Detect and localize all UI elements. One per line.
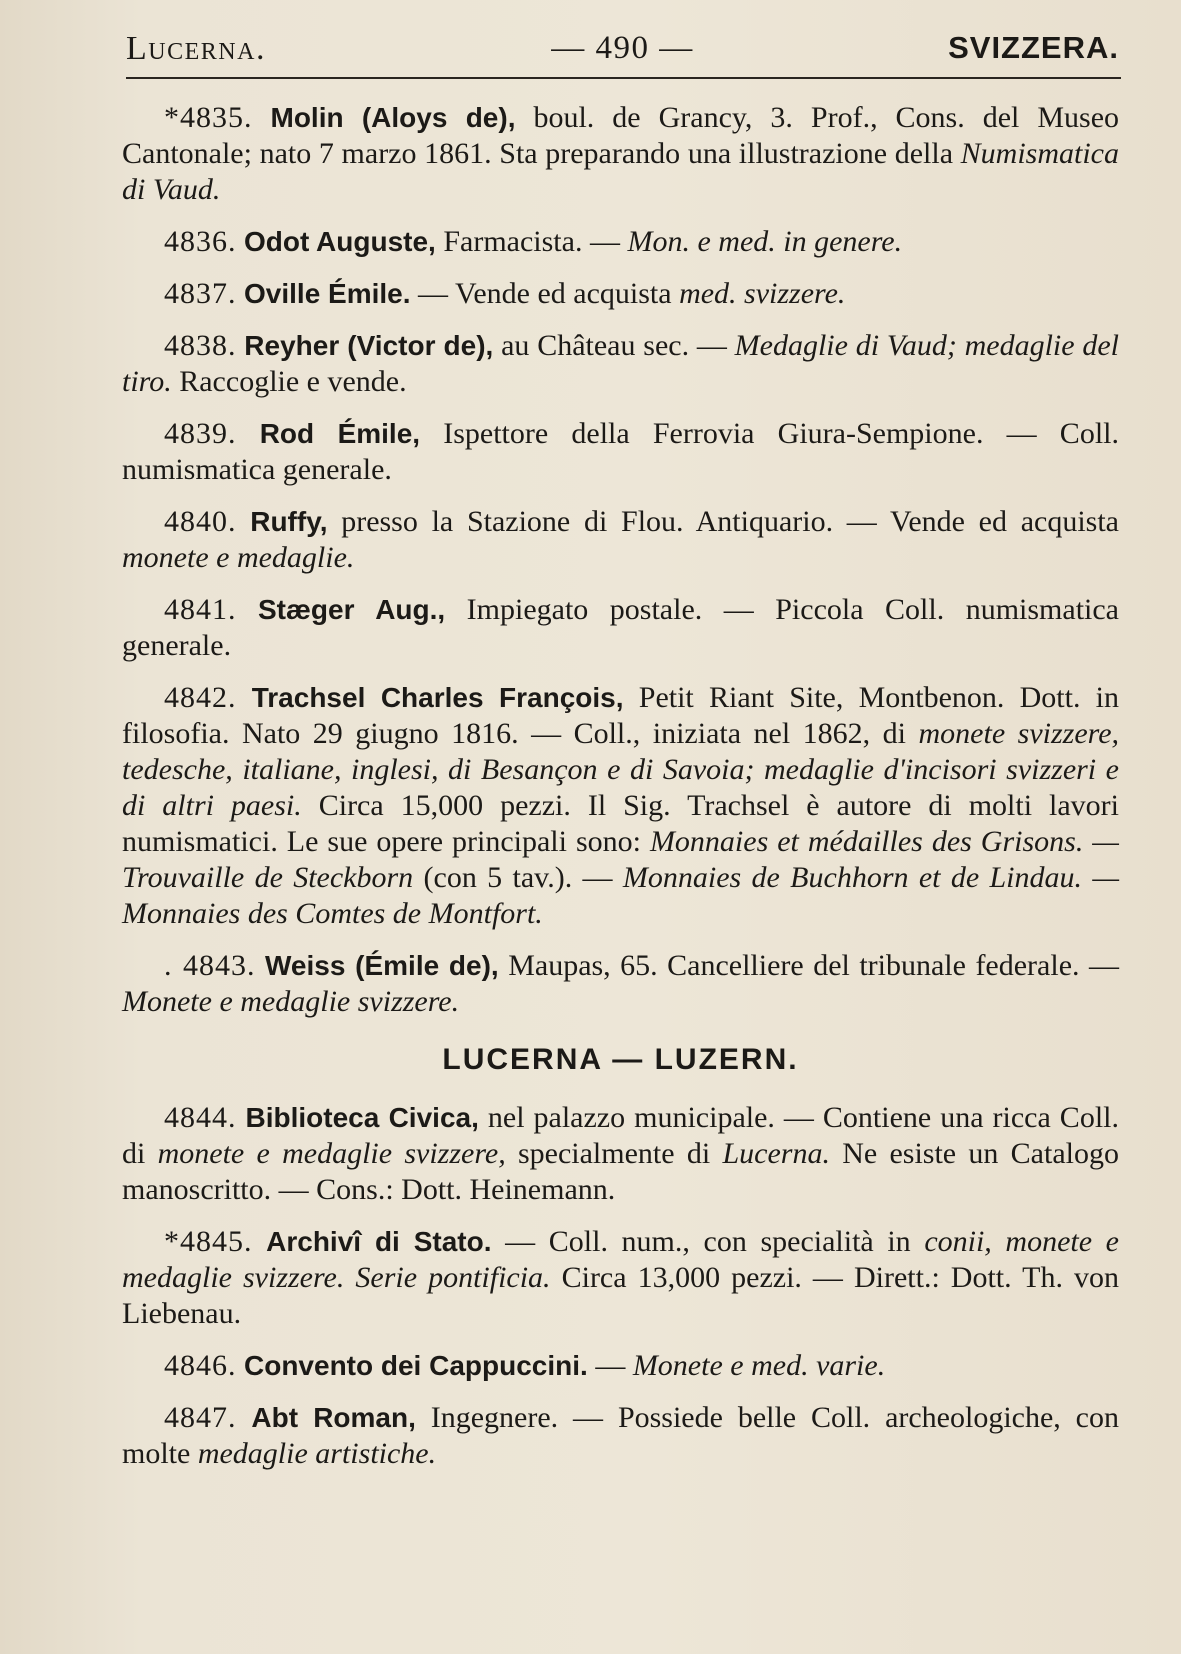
entry-text: presso la Stazione di Flou. Antiquario. — Vende ed acquista: [327, 505, 1120, 538]
entry-text: nel palazzo municipale. — Contiene una ricca Coll. di: [122, 1101, 1119, 1170]
entry-text: Circa 13,000 pezzi. — Dirett.: Dott. Th. von Liebenau.: [122, 1261, 1119, 1330]
entry-number: 4842.: [164, 681, 237, 714]
entry-text: [237, 593, 259, 626]
directory-entry: [122, 1224, 1119, 1332]
collector-name: Molin (Aloys de),: [270, 102, 516, 133]
italic-text: monete e medaglie svizzere,: [157, 1137, 506, 1170]
entry-text: [237, 277, 245, 310]
entry-number: 4847.: [164, 1401, 237, 1434]
running-header: [126, 22, 1119, 72]
collector-name: Rod Émile,: [259, 418, 421, 449]
collector-name: Odot Auguste,: [244, 226, 436, 257]
entry-number: 4838.: [164, 329, 237, 362]
italic-text: Monete e medaglie svizzere.: [122, 985, 460, 1018]
entry-text: specialmente di: [505, 1137, 723, 1170]
italic-text: Monnaies et médailles des Grisons. — Trouvaille de Steckborn: [122, 825, 1119, 894]
entry-text: Raccoglie e vende.: [171, 365, 407, 398]
entry-number: 4844.: [164, 1101, 237, 1134]
entry-text: — Coll. num., con specialità in: [491, 1225, 925, 1258]
entry-text: [237, 417, 260, 450]
entry-text: [253, 1225, 267, 1258]
italic-text: Lucerna.: [722, 1137, 830, 1170]
italic-text: Numismatica di Vaud.: [122, 137, 1119, 206]
directory-entry: [122, 416, 1119, 488]
collector-name: Biblioteca Civica,: [245, 1102, 479, 1133]
entry-number: 4840.: [164, 505, 237, 538]
collector-name: Weiss (Émile de),: [264, 950, 499, 981]
entry-number: 4837.: [164, 277, 237, 310]
collector-name: Trachsel Charles François,: [251, 682, 624, 713]
entry-text: au Château sec. —: [493, 329, 735, 362]
entry-text: —: [587, 1349, 633, 1382]
entry-number: *4835.: [164, 101, 253, 134]
collector-name: Abt Roman,: [251, 1402, 416, 1433]
section-title: LUCERNA — LUZERN.: [442, 1043, 799, 1076]
entry-number: 4839.: [164, 417, 237, 450]
directory-entry: [122, 948, 1119, 1020]
entry-text: Ispettore della Ferrovia Giura-Sempione. — Coll. numismatica generale.: [122, 417, 1119, 486]
page-number: — 490 —: [551, 30, 694, 66]
entry-text: [237, 225, 245, 258]
directory-entry: [122, 276, 1119, 312]
entry-number: *4845.: [164, 1225, 253, 1258]
entry-text: Maupas, 65. Cancelliere del tribunale federale. —: [498, 949, 1119, 982]
italic-text: monete svizzere, tedesche, italiane, inglesi, di Besançon e di Savoia; medaglie d'incisori svizzeri e di altri paesi.: [122, 717, 1120, 822]
entry-text: Ne esiste un Catalogo manoscritto. — Cons.: Dott. Heinemann.: [122, 1137, 1119, 1206]
collector-name: Stæger Aug.,: [258, 594, 446, 625]
entry-text: boul. de Grancy, 3. Prof., Cons. del Museo Cantonale; nato 7 marzo 1861. Sta preparando una illustrazione della: [122, 101, 1120, 170]
directory-entry: [122, 680, 1119, 932]
entry-number: 4846.: [164, 1349, 237, 1382]
entry-text: [237, 505, 251, 538]
directory-entry: [122, 100, 1119, 208]
entry-text: (con 5 tav.). —: [413, 861, 623, 894]
page-body: [122, 100, 1119, 1488]
entry-number: 4841.: [164, 593, 237, 626]
collector-name: Reyher (Victor de),: [244, 330, 494, 361]
entry-text: [237, 1401, 252, 1434]
italic-text: Mon. e med. in genere.: [627, 225, 903, 258]
directory-entry: [122, 1400, 1119, 1472]
entry-text: Impiegato postale. — Piccola Coll. numismatica generale.: [122, 593, 1119, 662]
directory-entry: [122, 328, 1119, 400]
header-right: SVIZZERA.: [948, 30, 1119, 65]
entry-text: [253, 101, 271, 134]
directory-entry: [122, 1100, 1119, 1208]
directory-entry: [122, 592, 1119, 664]
entry-text: [237, 1349, 245, 1382]
entry-text: Petit Riant Site, Montbenon. Dott. in filosofia. Nato 29 giugno 1816. — Coll., iniziata nel 1862, di: [122, 681, 1120, 750]
entry-list: [122, 1100, 1119, 1472]
italic-text: Monnaies de Buchhorn et de Lindau. — Monnaies des Comtes de Montfort.: [122, 861, 1120, 930]
entry-number: . 4843.: [164, 949, 256, 982]
directory-entry: [122, 224, 1119, 260]
italic-text: monete e medaglie.: [122, 541, 355, 574]
entry-text: Farmacista. —: [435, 225, 628, 258]
collector-name: Archivî di Stato.: [266, 1226, 492, 1257]
italic-text: med. svizzere.: [679, 277, 846, 310]
entry-text: — Vende ed acquista: [410, 277, 680, 310]
italic-text: conii, monete e medaglie svizzere. Serie pontificia.: [122, 1225, 1119, 1294]
entry-text: [237, 681, 252, 714]
italic-text: Monete e med. varie.: [632, 1349, 886, 1382]
collector-name: Ruffy,: [250, 506, 328, 537]
entry-text: [255, 949, 264, 982]
entry-number: 4836.: [164, 225, 237, 258]
directory-entry: [122, 1348, 1119, 1384]
entry-list: [122, 100, 1119, 1020]
entry-text: [237, 1101, 246, 1134]
italic-text: medaglie artistiche.: [197, 1437, 437, 1470]
header-left: Lucerna.: [126, 30, 266, 67]
header-rule: [126, 77, 1121, 79]
entry-text: Circa 15,000 pezzi. Il Sig. Trachsel è autore di molti lavori numismatici. Le sue opere principali sono:: [122, 789, 1119, 858]
collector-name: Oville Émile.: [244, 278, 411, 309]
italic-text: Medaglie di Vaud; medaglie del tiro.: [122, 329, 1120, 398]
entry-text: Ingegnere. — Possiede belle Coll. archeologiche, con molte: [122, 1401, 1119, 1470]
directory-entry: [122, 504, 1119, 576]
collector-name: Convento dei Cappuccini.: [244, 1350, 588, 1381]
